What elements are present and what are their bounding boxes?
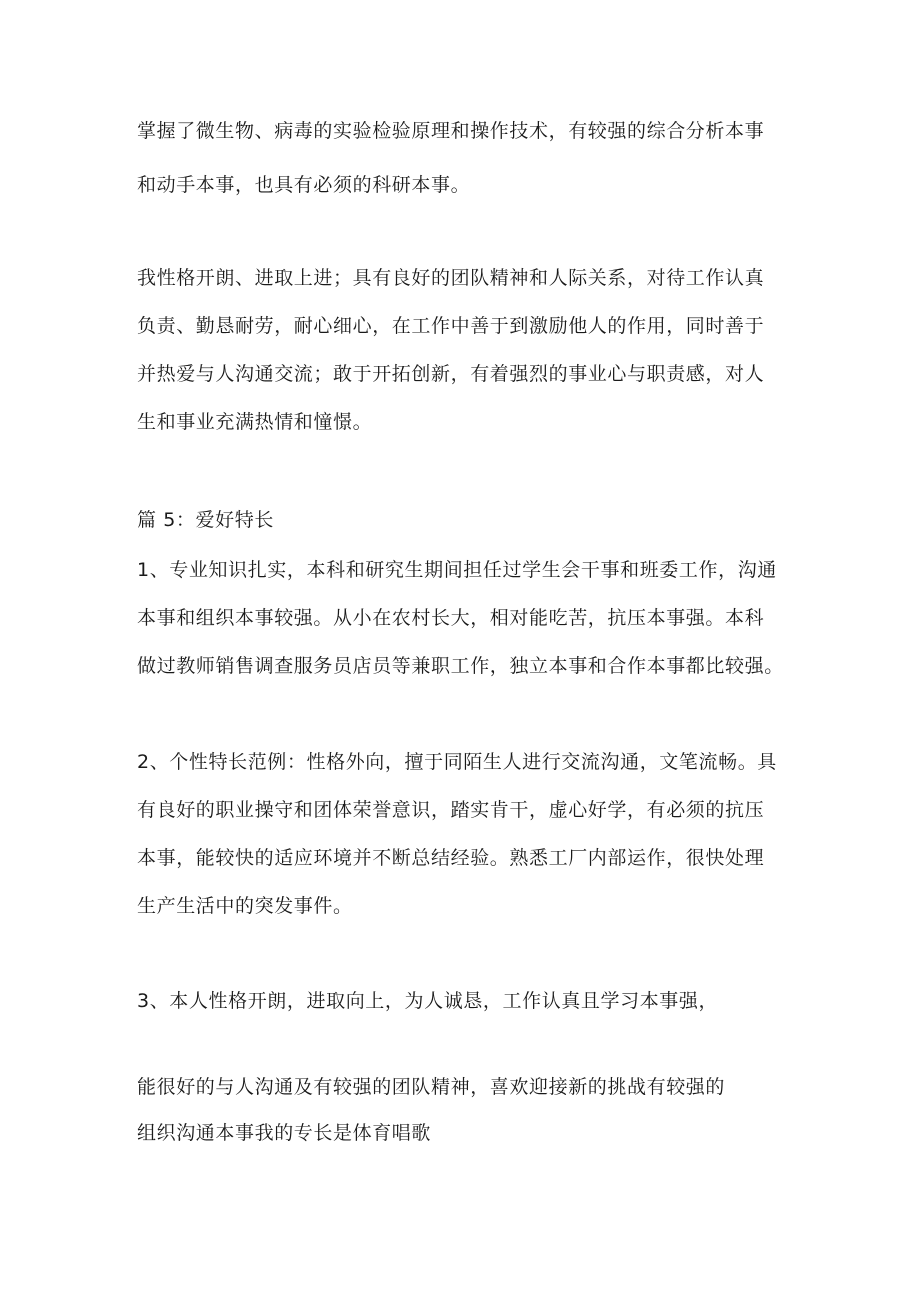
- paragraph-1-line-1: 掌握了微生物、病毒的实验检验原理和操作技术，有较强的综合分析本事: [137, 120, 765, 142]
- item-1-line-3: 做过教师销售调查服务员店员等兼职工作，独立本事和合作本事都比较强。: [137, 655, 784, 677]
- item-2-line-2: 有良好的职业操守和团体荣誉意识，踏实肯干，虚心好学，有必须的抗压: [137, 799, 765, 821]
- item-1-line-2: 本事和组织本事较强。从小在农村长大，相对能吃苦，抗压本事强。本科: [137, 607, 765, 629]
- paragraph-2-line-3: 并热爱与人沟通交流；敢于开拓创新，有着强烈的事业心与职责感，对人: [137, 363, 765, 385]
- item-3-line-3: 组织沟通本事我的专长是体育唱歌: [137, 1122, 432, 1144]
- item-2-line-3: 本事，能较快的适应环境并不断总结经验。熟悉工厂内部运作，很快处理: [137, 847, 765, 869]
- section-heading: 篇 5：爱好特长: [137, 509, 274, 531]
- item-3-line-2: 能很好的与人沟通及有较强的团队精神，喜欢迎接新的挑战有较强的: [137, 1076, 726, 1098]
- paragraph-1-line-2: 和动手本事，也具有必须的科研本事。: [137, 174, 471, 196]
- item-2-line-1: 2、个性特长范例：性格外向，擅于同陌生人进行交流沟通，文笔流畅。具: [137, 751, 777, 773]
- paragraph-2-line-2: 负责、勤恳耐劳，耐心细心，在工作中善于到激励他人的作用，同时善于: [137, 315, 765, 337]
- item-2-line-4: 生产生活中的突发事件。: [137, 895, 353, 917]
- item-1-line-1: 1、专业知识扎实，本科和研究生期间担任过学生会干事和班委工作，沟通: [137, 559, 777, 581]
- paragraph-2-line-4: 生和事业充满热情和憧憬。: [137, 411, 373, 433]
- paragraph-2-line-1: 我性格开朗、进取上进；具有良好的团队精神和人际关系，对待工作认真: [137, 267, 765, 289]
- item-3-line-1: 3、本人性格开朗，进取向上，为人诚恳，工作认真且学习本事强，: [137, 990, 719, 1012]
